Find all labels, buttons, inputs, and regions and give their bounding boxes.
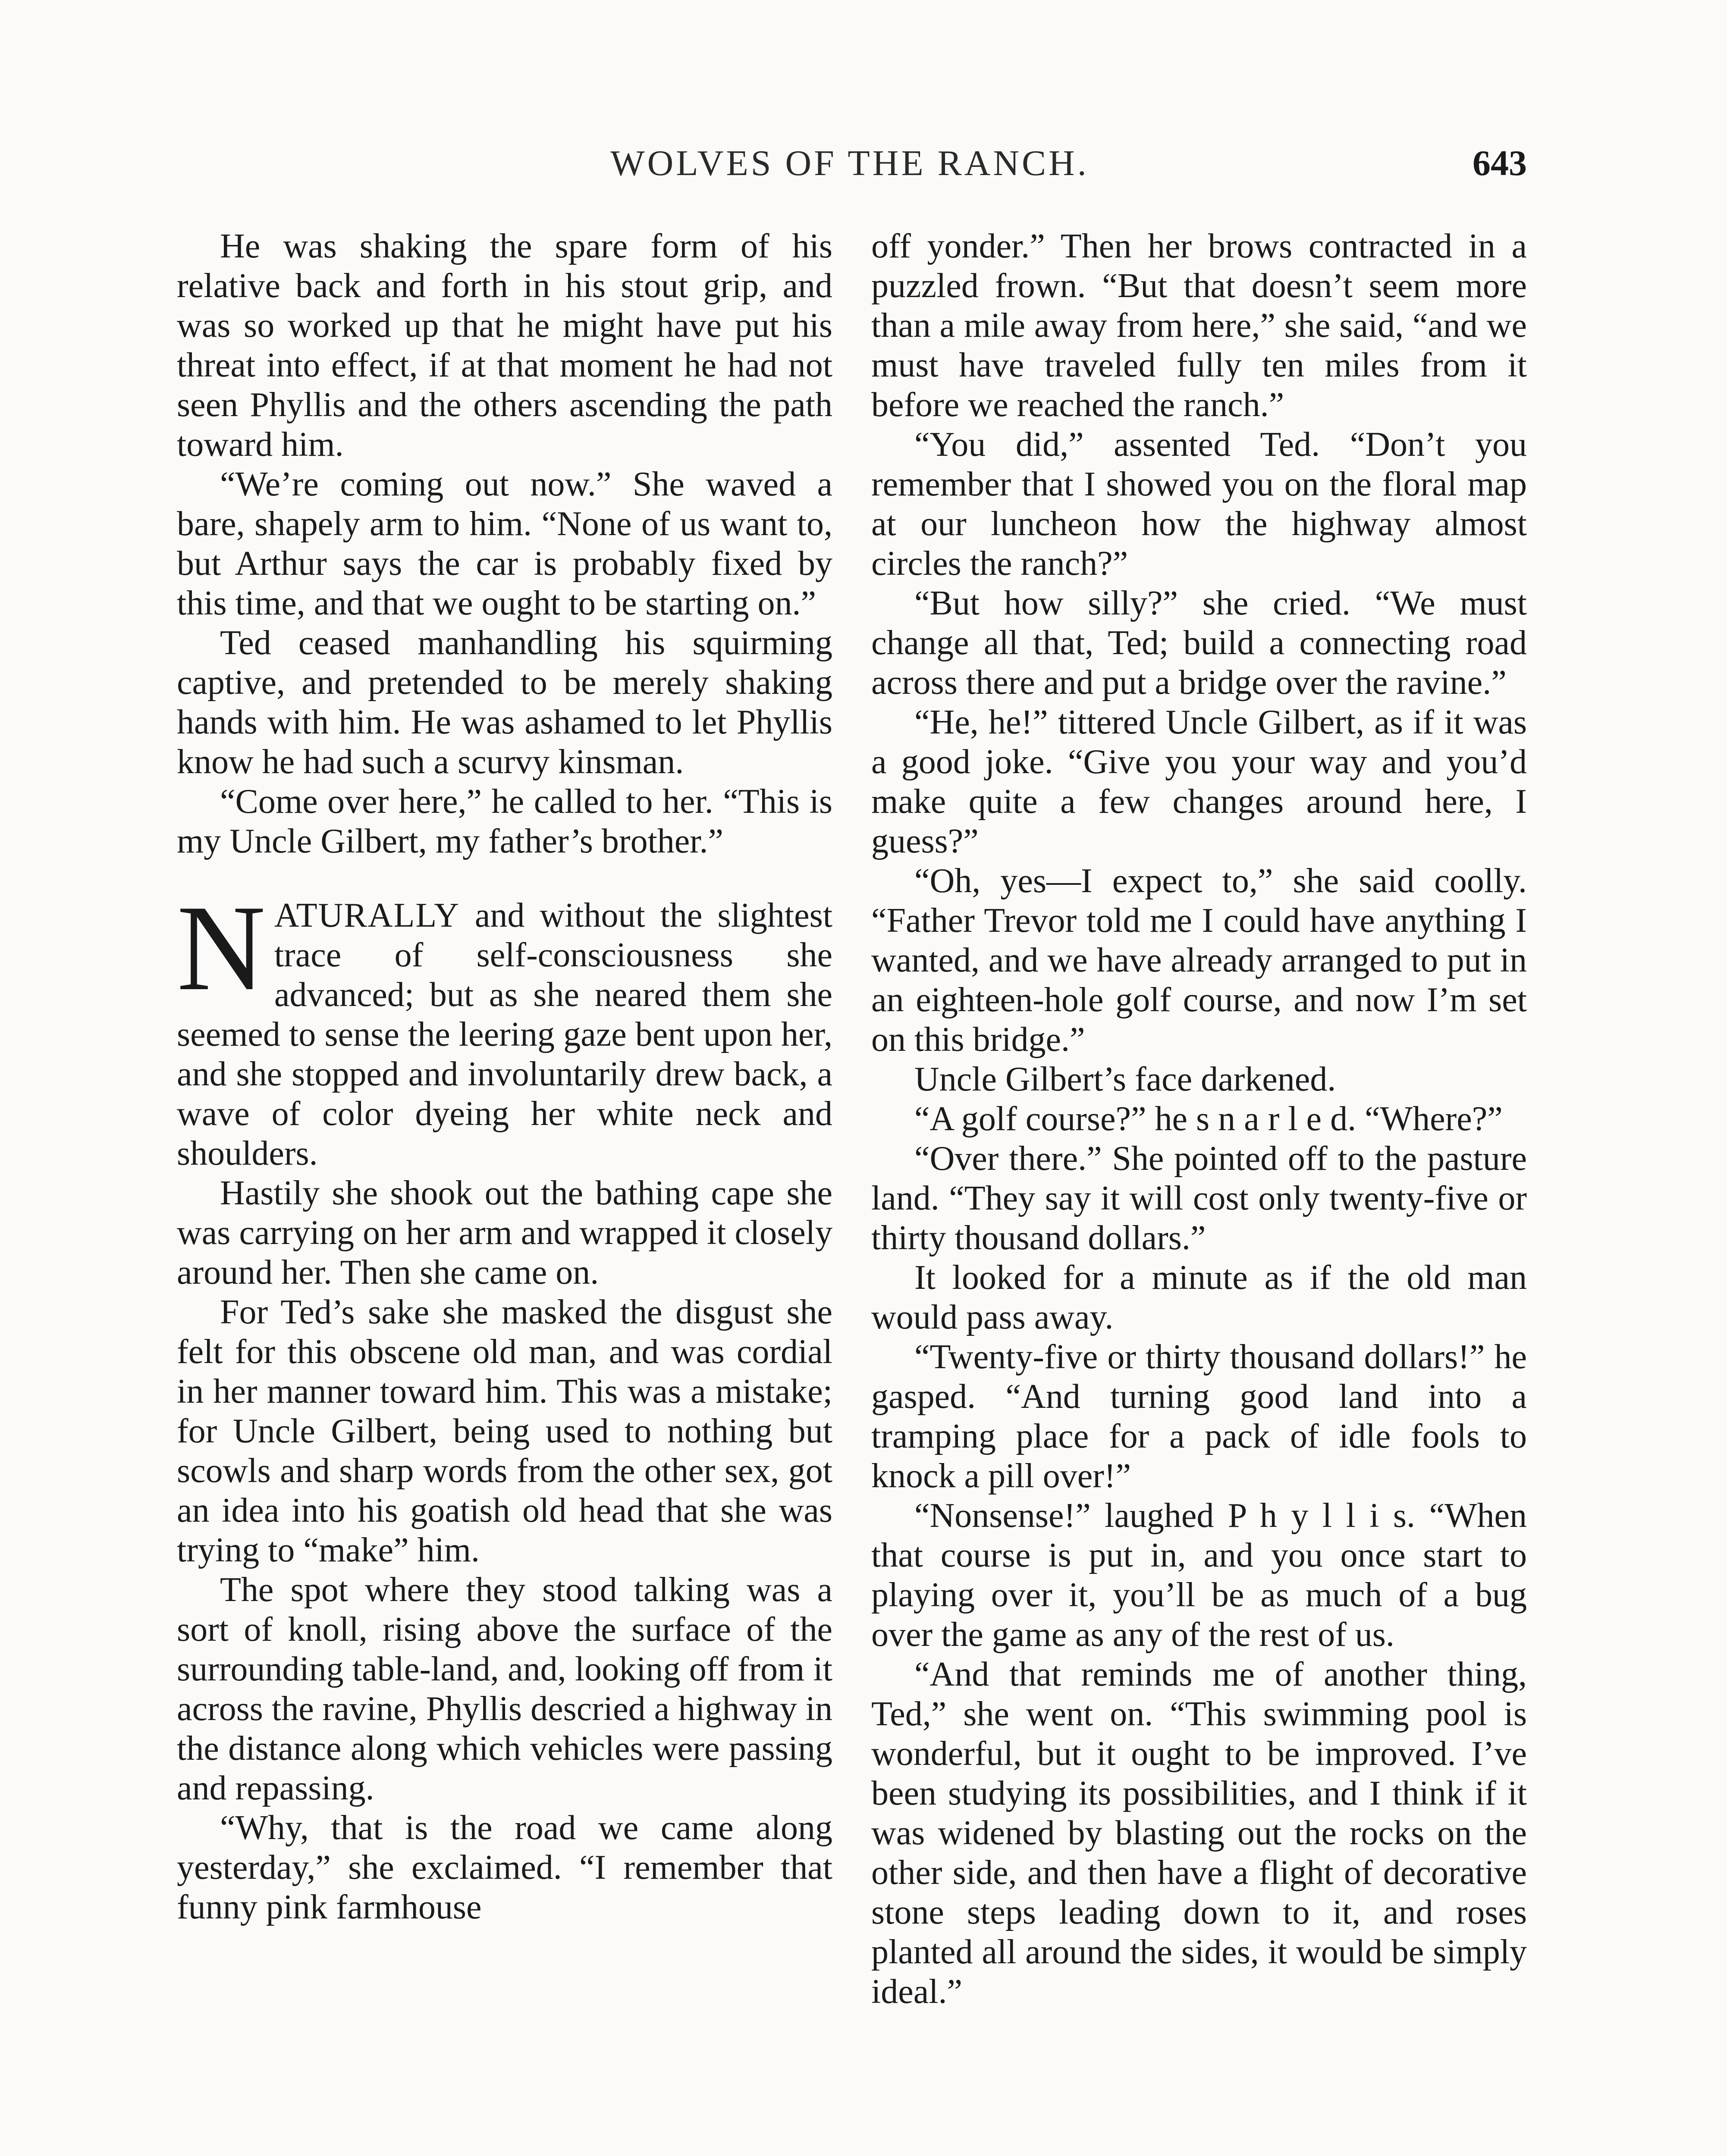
drop-cap-paragraph-text: and without the slightest trace of self-consciousness she advanced; but as she neared them she seemed to sense the leering gaze bent upon her, and she stopped and involuntarily drew back, a wave of color dyeing her white neck and shoulders. xyxy=(177,896,832,1172)
paragraph: Hastily she shook out the bathing cape she was carrying on her arm and wrapped it closely around her. Then she came on. xyxy=(177,1174,832,1291)
paragraph: The spot where they stood talking was a sort of knoll, rising above the surface of the surrounding table-land, and, looking off from it across the ravine, Phyllis descried a highway in the distance along which vehicles were passing and repassing. xyxy=(177,1571,832,1807)
paragraph: “Why, that is the road we came along yesterday,” she exclaimed. “I remember that funny pink farmhouse xyxy=(177,1809,832,1926)
drop-cap: N xyxy=(177,880,266,1016)
paragraph: “A golf course?” he s n a r l e d. “Where?” xyxy=(914,1100,1503,1138)
running-title: WOLVES OF THE RANCH. xyxy=(610,143,1089,183)
paragraph: “Twenty-five or thirty thousand dollars!” he gasped. “And turning good land into a tramping place for a pack of idle fools to knock a pill over!” xyxy=(871,1338,1527,1495)
paragraph: Uncle Gilbert’s face darkened. xyxy=(914,1060,1336,1098)
drop-cap-paragraph xyxy=(177,880,832,1173)
paragraph: “You did,” assented Ted. “Don’t you remember that I showed you on the floral map at our luncheon how the highway almost circles the ranch?” xyxy=(871,426,1527,583)
paragraph: “Nonsense!” laughed P h y l l i s. “When that course is put in, and you once start to playing over it, you’ll be as much of a bug over the game as any of the rest of us. xyxy=(871,1497,1527,1654)
paragraph: “But how silly?” she cried. “We must change all that, Ted; build a connecting road across there and put a bridge over the ravine.” xyxy=(871,584,1527,702)
continued-paragraph: off yonder.” Then her brows contracted in a puzzled frown. “But that doesn’t seem more than a mile away from here,” she said, “and we must have traveled fully ten miles from it before we reached the ranch.” xyxy=(871,227,1527,424)
running-head xyxy=(173,142,1527,194)
paragraph: “We’re coming out now.” She waved a bare, shapely arm to him. “None of us want to, but Arthur says the car is probably fixed by this time, and that we ought to be starting on.” xyxy=(177,465,832,622)
paragraph: It looked for a minute as if the old man would pass away. xyxy=(871,1259,1527,1336)
paragraph: Ted ceased manhandling his squirming captive, and pretended to be merely shaking hands with him. He was ashamed to let Phyllis know he had such a scurvy kinsman. xyxy=(177,624,832,781)
page-number: 643 xyxy=(1473,143,1527,183)
right-column xyxy=(871,226,1527,2012)
paragraph: He was shaking the spare form of his relative back and forth in his stout grip, and was so worked up that he might have put his threat into effect, if at that moment he had not seen Phyllis and the others ascending the path toward him. xyxy=(177,227,832,464)
paragraph: “And that reminds me of another thing, Ted,” she went on. “This swimming pool is wonderful, but it ought to be improved. I’ve been studying its possibilities, and I think if it was widened by blasting out the rocks on the other side, and then have a flight of decorative stone steps leading down to it, and roses planted all around the sides, it would be simply ideal.” xyxy=(871,1655,1527,2011)
paragraph: “Oh, yes—I expect to,” she said coolly. “Father Trevor told me I could have anything I wanted, and we have already arranged to put in an eighteen-hole golf course, and now I’m set on this bridge.” xyxy=(871,862,1527,1059)
paragraph: For Ted’s sake she masked the disgust she felt for this obscene old man, and was cordial in her manner toward him. This was a mistake; for Uncle Gilbert, being used to nothing but scowls and sharp words from the other sex, got an idea into his goatish old head that she was trying to “make” him. xyxy=(177,1293,832,1569)
paragraph: “Over there.” She pointed off to the pasture land. “They say it will cost only twenty-five or thirty thousand dollars.” xyxy=(871,1140,1527,1257)
drop-cap-lead-word: ATURALLY xyxy=(274,896,460,934)
paragraph: “Come over here,” he called to her. “This is my Uncle Gilbert, my father’s brother.” xyxy=(177,783,832,860)
left-column xyxy=(177,226,832,1927)
paragraph: “He, he!” tittered Uncle Gilbert, as if it was a good joke. “Give you your way and you’d make quite a few changes around here, I guess?” xyxy=(871,703,1527,860)
section-break xyxy=(177,861,832,896)
